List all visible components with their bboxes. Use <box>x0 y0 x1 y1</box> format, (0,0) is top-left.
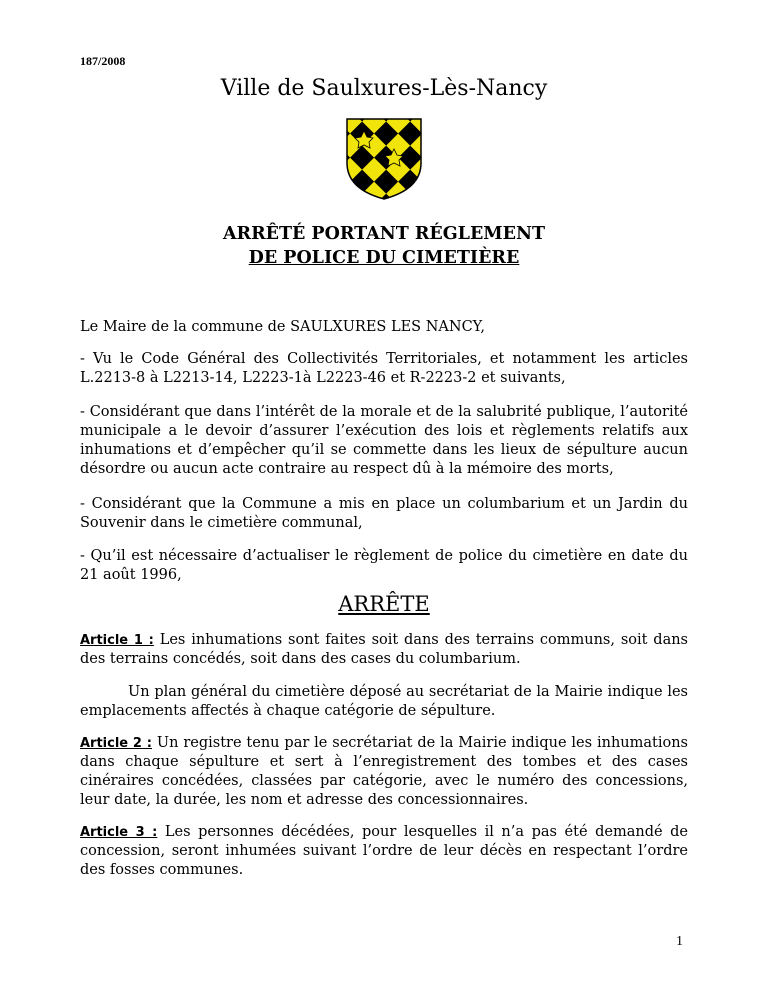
article-2 <box>80 734 688 810</box>
title-line-1: ARRÊTÉ PORTANT RÉGLEMENT <box>222 224 546 244</box>
preamble-maire <box>80 318 688 337</box>
paragraph-text: Le Maire de la commune de SAULXURES LES NANCY, <box>80 319 485 335</box>
plan-paragraph <box>80 683 688 721</box>
article-label: Article 3 : <box>80 825 158 840</box>
title-line-2: DE POLICE DU CIMETIÈRE <box>248 248 520 268</box>
paragraph-text: - Considérant que la Commune a mis en place un columbarium et un Jardin du Souvenir dans le cimetière communal, <box>80 496 688 531</box>
preamble-considerant-1 <box>80 403 688 479</box>
paragraph-text: - Vu le Code Général des Collectivités Territoriales, et notamment les articles L.2213-8 à L2213-14, L2223-1à L2223-46 et R-2223-2 et suivants, <box>80 351 688 386</box>
preamble-quil <box>80 547 688 585</box>
page-number: 1 <box>676 934 683 949</box>
preamble-considerant-2 <box>80 495 688 533</box>
article-text: Les personnes décédées, pour lesquelles il n’a pas été demandé de concession, seront inhumées suivant l’ordre de leur décès en respectant l’ordre des fosses communes. <box>80 824 688 878</box>
article-1 <box>80 631 688 669</box>
paragraph-text: Un plan général du cimetière déposé au secrétariat de la Mairie indique les emplacements affectés à chaque catégorie de sépulture. <box>80 684 688 719</box>
reference-number: 187/2008 <box>80 54 126 68</box>
paragraph-text: - Qu’il est nécessaire d’actualiser le règlement de police du cimetière en date du 21 août 1996, <box>80 548 688 583</box>
article-label: Article 1 : <box>80 633 154 648</box>
crest-icon <box>345 117 423 201</box>
article-3 <box>80 823 688 880</box>
article-text: Un registre tenu par le secrétariat de la Mairie indique les inhumations dans chaque sépulture et sert à l’enregistrement des tombes et des cases cinéraires concédées, classées par catégorie, avec le numéro des concessions, leur date, la durée, les nom et adresse des concessionnaires. <box>80 735 688 808</box>
document-title <box>0 222 768 270</box>
article-label: Article 2 : <box>80 736 152 751</box>
arrete-heading: ARRÊTE <box>338 592 430 616</box>
town-heading: Ville de Saulxures-Lès-Nancy <box>220 76 548 101</box>
preamble-vu <box>80 350 688 388</box>
article-text: Les inhumations sont faites soit dans des terrains communs, soit dans des terrains concédés, soit dans des cases du columbarium. <box>80 632 688 667</box>
paragraph-text: - Considérant que dans l’intérêt de la morale et de la salubrité publique, l’autorité municipale a le devoir d’assurer l’exécution des lois et règlements relatifs aux inhumations et d’empêcher qu’il se commette dans les lieux de sépulture aucun désordre ou aucun acte contraire au respect dû à la mémoire des morts, <box>80 404 688 477</box>
